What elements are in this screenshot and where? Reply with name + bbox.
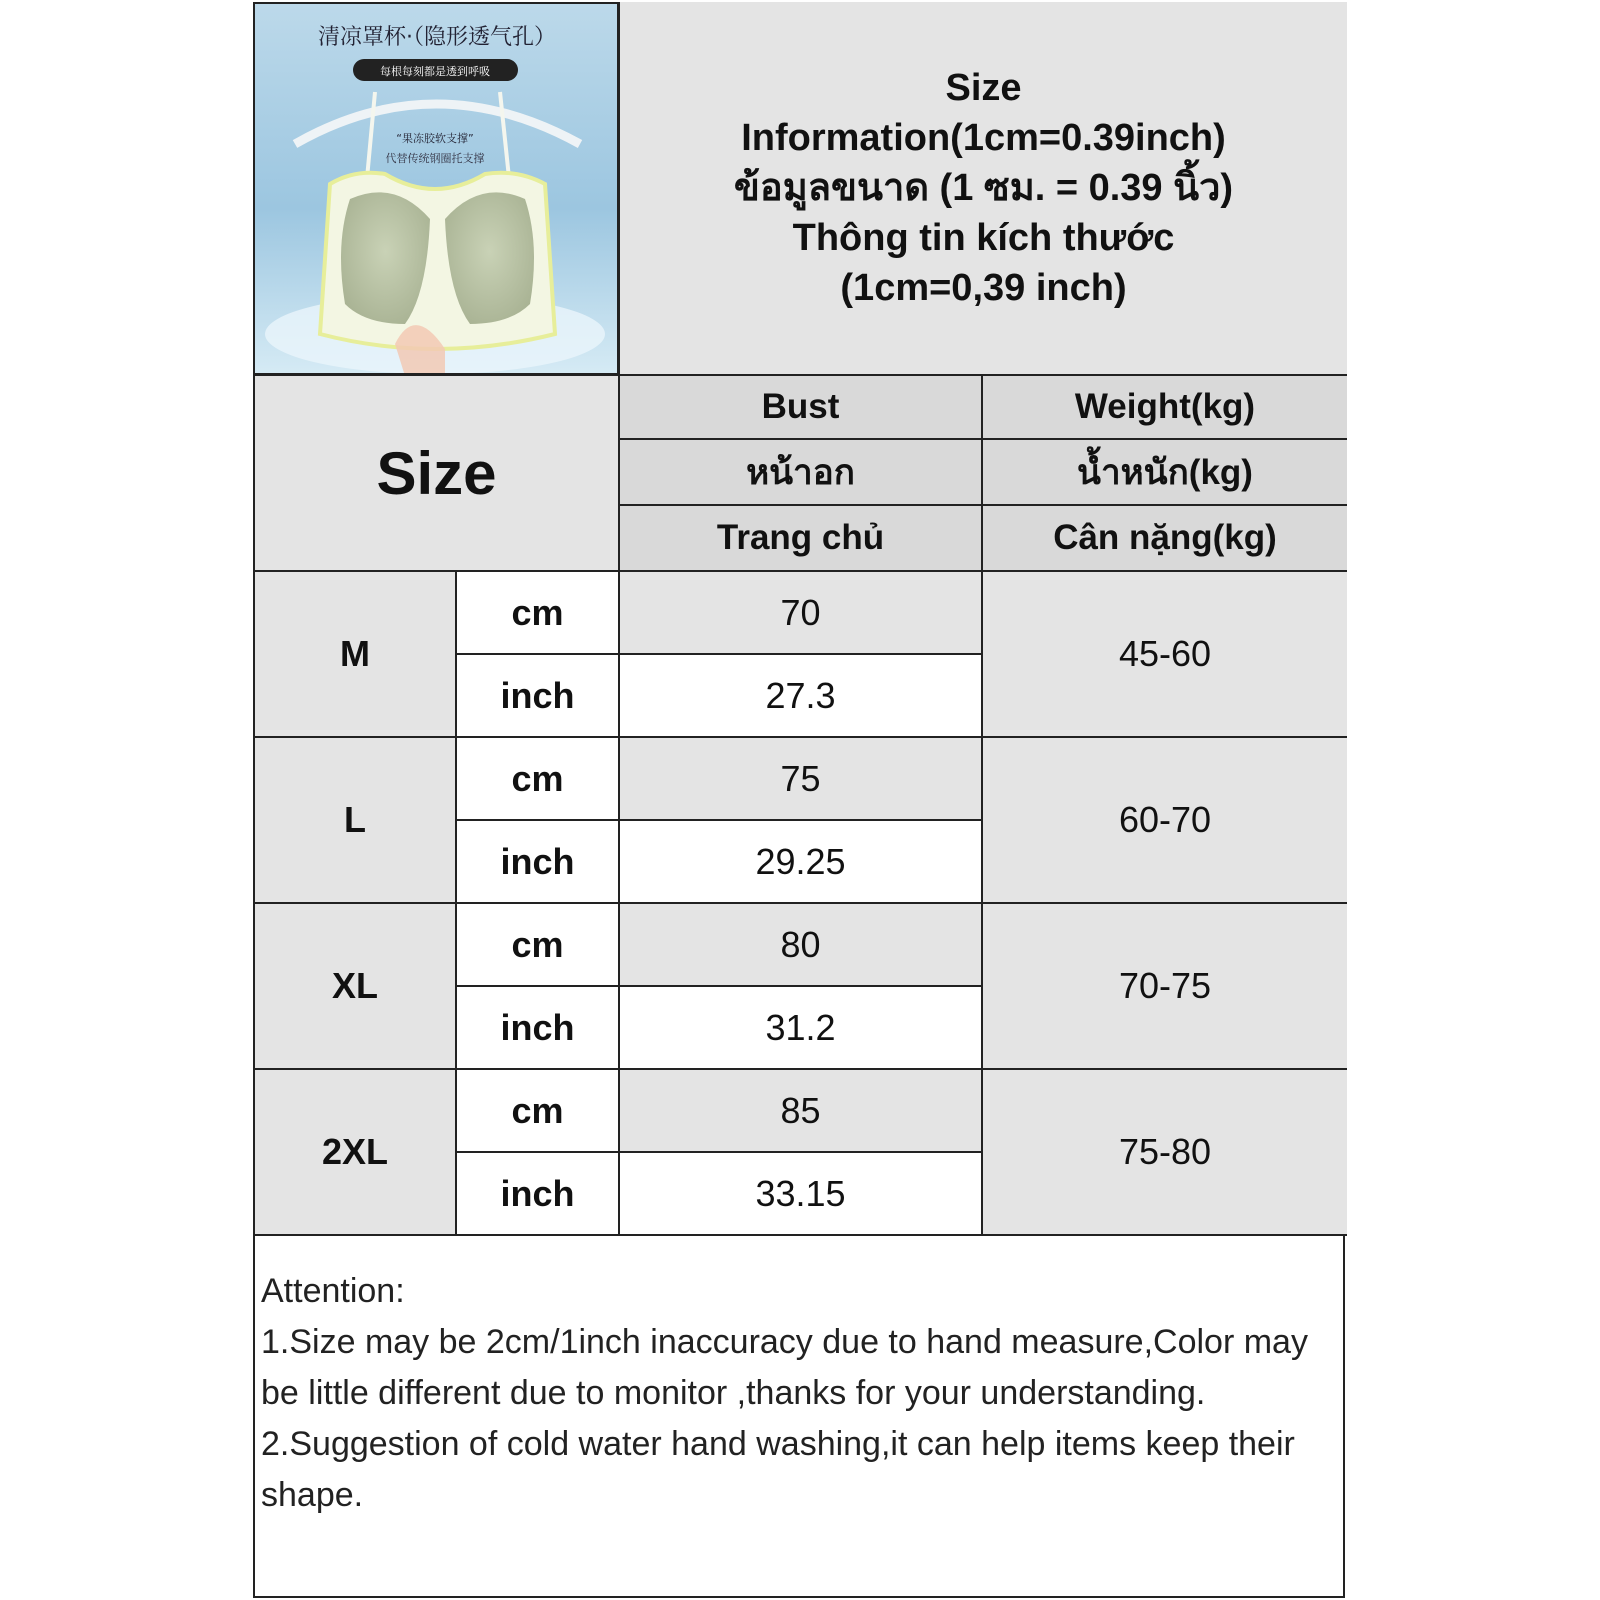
value-text: 85 xyxy=(780,1089,821,1131)
header-line-2: Information(1cm=0.39inch) xyxy=(741,116,1226,159)
notes-line-2: 2.Suggestion of cold water hand washing,it can help items keep their shape. xyxy=(261,1425,1295,1514)
unit-cm xyxy=(455,736,620,821)
size-column-header xyxy=(253,374,620,572)
table-row xyxy=(253,1068,457,1236)
bust-inch-value xyxy=(618,985,983,1070)
header-line-4: Thông tin kích thước xyxy=(792,217,1175,260)
bust-cm-value xyxy=(618,1068,983,1153)
bust-inch-value xyxy=(618,819,983,904)
value-text: 45-60 xyxy=(1118,633,1212,674)
weight-header-vi xyxy=(981,504,1347,572)
value-text: 80 xyxy=(780,923,821,965)
bra-illustration xyxy=(255,4,620,376)
notes-title: Attention: xyxy=(261,1272,405,1310)
value-text: 27.3 xyxy=(765,674,836,716)
bust-header-vi xyxy=(618,504,983,572)
weight-value xyxy=(981,1068,1347,1236)
value-text: 75 xyxy=(780,757,821,799)
size-header-label: Size xyxy=(376,439,497,507)
table-row xyxy=(253,902,457,1070)
bust-label-en: Bust xyxy=(761,387,840,426)
bust-inch-value xyxy=(618,653,983,738)
value-text: 75-80 xyxy=(1118,1131,1212,1172)
unit-label: cm xyxy=(511,757,564,799)
value-text: 29.25 xyxy=(755,840,846,882)
unit-cm xyxy=(455,570,620,655)
bust-cm-value xyxy=(618,736,983,821)
unit-inch xyxy=(455,653,620,738)
image-subtitle-1: “果冻胶软支撑” xyxy=(396,132,474,145)
unit-cm xyxy=(455,902,620,987)
value-text: 33.15 xyxy=(755,1172,846,1214)
bust-label-vi: Trang chủ xyxy=(716,518,885,557)
weight-label-vi: Cân nặng(kg) xyxy=(1053,518,1277,557)
weight-label-th: น้ำหนัก(kg) xyxy=(1077,452,1253,492)
unit-label: inch xyxy=(500,674,575,716)
bust-header-th xyxy=(618,438,983,506)
header-line-5: (1cm=0,39 inch) xyxy=(840,267,1127,310)
bust-cm-value xyxy=(618,570,983,655)
unit-label: inch xyxy=(500,1006,575,1048)
weight-header-en xyxy=(981,374,1347,440)
bust-label-th: หน้าอก xyxy=(746,452,855,492)
value-text: 31.2 xyxy=(765,1006,836,1048)
unit-label: cm xyxy=(511,591,564,633)
image-subtitle-2: 代替传统钢圈托支撑 xyxy=(385,152,485,165)
size-value: 2XL xyxy=(321,1131,389,1172)
value-text: 70 xyxy=(780,591,821,633)
image-banner: 每根每刻都是透到呼吸 xyxy=(380,65,490,78)
header-line-1: Size xyxy=(945,66,1022,109)
header-title-block xyxy=(618,2,1347,376)
weight-value xyxy=(981,570,1347,738)
bust-inch-value xyxy=(618,1151,983,1236)
unit-cm xyxy=(455,1068,620,1153)
product-photo xyxy=(255,4,620,376)
value-text: 70-75 xyxy=(1118,965,1212,1006)
unit-inch xyxy=(455,819,620,904)
unit-inch xyxy=(455,1151,620,1236)
bust-header-en xyxy=(618,374,983,440)
image-caption: 清凉罩杯·（隐形透气孔） xyxy=(318,25,556,50)
size-chart xyxy=(253,2,1345,1598)
unit-label: cm xyxy=(511,1089,564,1131)
unit-label: inch xyxy=(500,1172,575,1214)
size-value: M xyxy=(340,633,370,674)
weight-value xyxy=(981,902,1347,1070)
weight-value xyxy=(981,736,1347,904)
unit-label: inch xyxy=(500,840,575,882)
size-value: XL xyxy=(331,965,378,1006)
size-value: L xyxy=(344,799,366,840)
table-row xyxy=(253,570,457,738)
value-text: 60-70 xyxy=(1118,799,1212,840)
unit-inch xyxy=(455,985,620,1070)
table-row xyxy=(253,736,457,904)
unit-label: cm xyxy=(511,923,564,965)
notes-line-1: 1.Size may be 2cm/1inch inaccuracy due to hand measure,Color may be little different due to monitor ,thanks for your understanding. xyxy=(261,1323,1308,1412)
bust-cm-value xyxy=(618,902,983,987)
attention-notes xyxy=(261,1266,1321,1521)
weight-label-en: Weight(kg) xyxy=(1074,387,1256,426)
header-line-3: ข้อมูลขนาด (1 ซม. = 0.39 นิ้ว) xyxy=(733,166,1234,209)
weight-header-th xyxy=(981,438,1347,506)
